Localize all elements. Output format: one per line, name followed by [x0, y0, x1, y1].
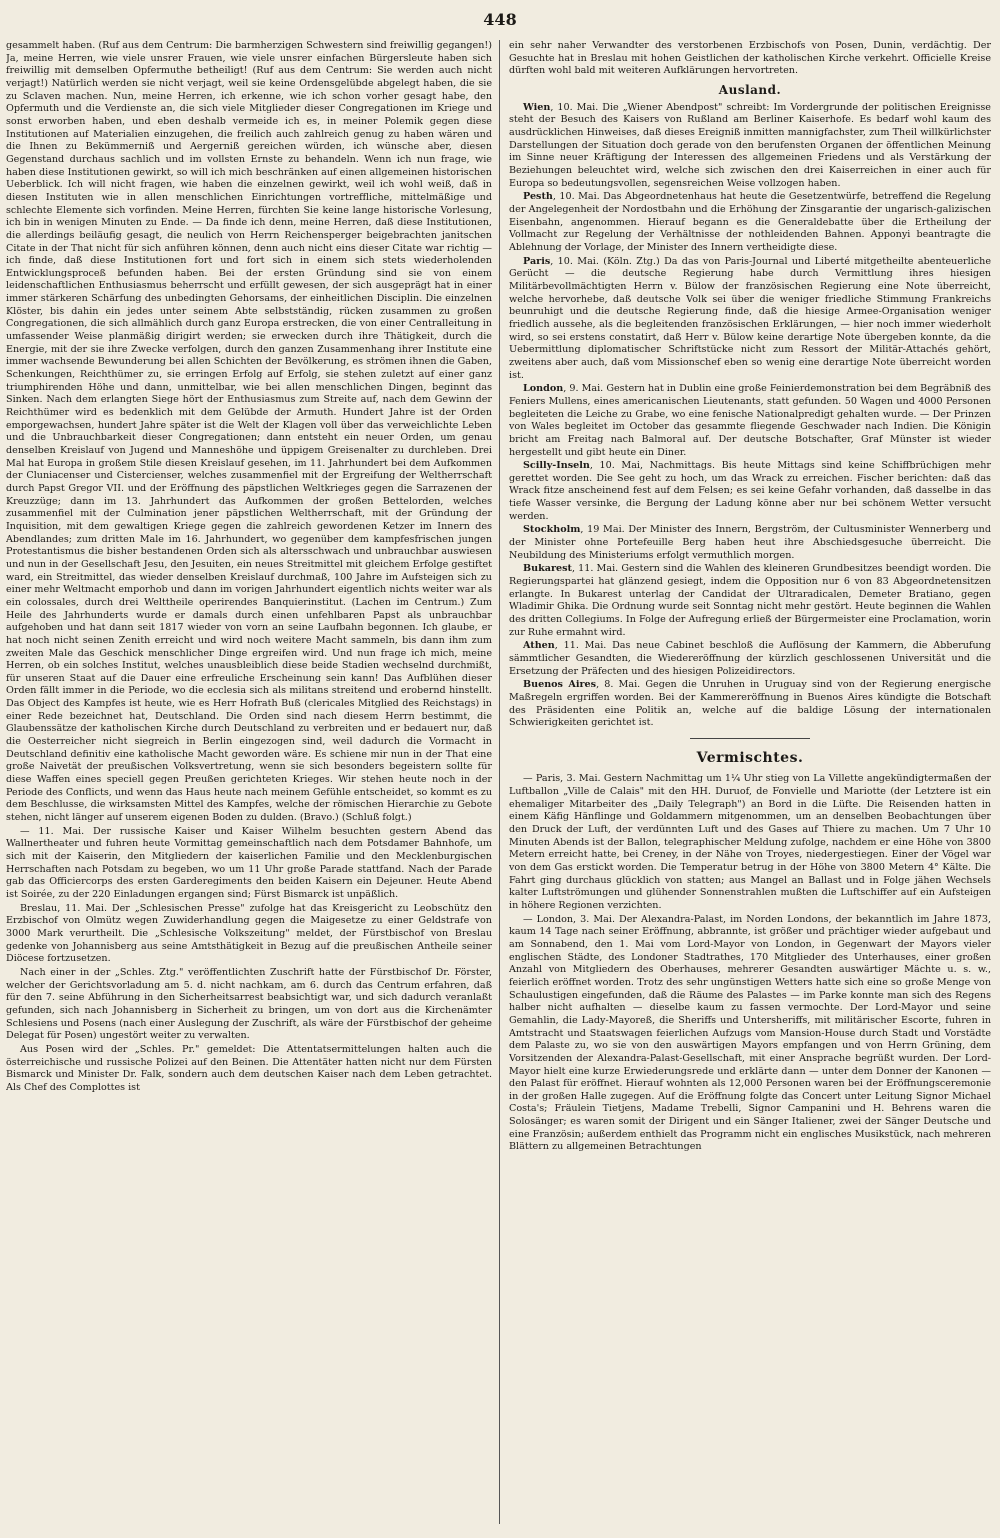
- news-item: [509, 563, 991, 639]
- dateline-place: Buenos Aires: [523, 679, 597, 691]
- dateline-place: Pesth: [523, 191, 553, 203]
- dateline-place: Scilly-Inseln: [523, 460, 590, 472]
- news-item: [509, 191, 991, 254]
- news-text: , 11. Mai. Das neue Cabinet beschloß die Auflösung der Kammern, die Abberufung sämmtlicher Gesandten, die Wiedereröffnung der kürzlich geschlossenen Universität und die Ersetzung der Präfecten und des hiesigen Polizeidirectors.: [509, 640, 991, 677]
- news-text: , 10. Mai. Das Abgeordnetenhaus hat heute die Gesetzentwürfe, betreffend die Regelung der Angelegenheit der Nordostbahn und die Erhöhung der Zinsgarantie der ungarisch-galizischen Eisenbahn, angenommen. Hierauf begann es die Generaldebatte über die Ertheilung der Vollmacht zur Regelung der Verhältnisse der nothleidenden Bahnen. Apponyi beantragte die Ablehnung der Vorlage, der Minister des Innern vertheidigte diese.: [509, 191, 991, 254]
- article-paragraph: ein sehr naher Verwandter des verstorbenen Erzbischofs von Posen, Dunin, verdächtig. Der Gesuchte hat in Breslau mit hohen Geistlichen der katholischen Kirche verkehrt. Officielle Kreise dürften wohl bald mit weiteren Aufklärungen hervortreten.: [509, 40, 991, 77]
- news-text: , 19 Mai. Der Minister des Innern, Bergström, der Cultusminister Wennerberg und der Minister ohne Portefeuille Berg haben heut ihre Abschiedsgesuche überreicht. Die Neubildung des Ministeriums erfolgt vermuthlich morgen.: [509, 524, 991, 561]
- news-item: [509, 256, 991, 383]
- article-paragraph: Breslau, 11. Mai. Der „Schlesischen Presse" zufolge hat das Kreisgericht zu Leobschütz den Erzbischof von Olmütz wegen Zuwiderhandlung gegen die Maigesetze zu einer Geldstrafe von 3000 Mark verurtheilt. Die „Schlesische Volkszeitung" meldet, der Fürstbischof von Breslau gedenke von Johannisberg aus seine Amtsthätigkeit in Bezug auf die preußischen Antheile seiner Diöcese fortzusetzen.: [6, 902, 492, 965]
- dateline-place: Wien: [523, 101, 551, 113]
- section-heading-ausland: Ausland.: [718, 82, 782, 97]
- dateline-place: Bukarest: [523, 563, 572, 575]
- article-paragraph: Nach einer in der „Schles. Ztg." veröffentlichten Zuschrift hatte der Fürstbischof Dr. Förster, welcher der Gerichtsvorladung am 5. d. nicht nachkam, am 6. durch das Centrum erfahren, daß für den 7. seine Abführung in den Sicherheitsarrest beabsichtigt war, und sich dadurch veranlaßt gefunden, sich nach Johannisberg in Sicherheit zu bringen, um von dort aus die Kirchenämter Schlesiens und Posens (nach einer Auslegung der Zuschrift, als wäre der Fürstbischof der geheime Delegat für Posen) ungestört weiter zu verwalten.: [6, 966, 492, 1042]
- dateline-place: Athen: [523, 640, 555, 652]
- dateline-place: Stockholm: [523, 524, 581, 536]
- news-text: , 10. Mai. (Köln. Ztg.) Da das von Paris-Journal und Liberté mitgetheilte abenteuerliche Gerücht — die deutsche Regierung habe durch Vermittlung ihres hiesigen Militärbevollmächtigten Herrn v. Bülow der französischen Regierung eine Note überreicht, welche hervorhebe, daß deutsche Volk sei über die weniger friedliche Stimmung Frankreichs beunruhigt und die deutsche Regierung finde, daß die hiesige Armee-Organisation weniger friedlich aussehe, als die begleitenden französischen Erklärungen, — hier noch immer wiederholt wird, so sei erstens constatirt, daß Herr v. Bülow keine derartige Note übergeben konnte, da die Uebermittlung diplomatischer Schriftstücke nicht zum Ressort der Militär-Attachés gehört, zweitens aber auch, daß vom Missionschef eben so wenig eine derartige Note überreicht worden ist.: [509, 255, 991, 381]
- article-paragraph: Aus Posen wird der „Schles. Pr." gemeldet: Die Attentatsermittelungen halten auch die österreichische und russische Polizei auf den Beinen. Die Attentäter hatten nicht nur dem Fürsten Bismarck und Minister Dr. Falk, sondern auch dem deutschen Kaiser nach dem Leben getrachtet. Als Chef des Complottes ist: [6, 1043, 492, 1093]
- dateline-place: Paris: [523, 255, 551, 267]
- article-paragraph: — Paris, 3. Mai. Gestern Nachmittag um 1¼ Uhr stieg von La Villette angekündigtermaßen der Luftballon „Ville de Calais" mit den HH. Duruof, de Fonvielle und Mariotte (der Letztere ist ein ehemaliger Mitarbeiter des „Daily Telegraph") an Bord in die Lüfte. Die Reisenden hatten in einem Käfig Hänflinge und Goldammern mitgenommen, um an denselben Beobachtungen über den Druck der Luft, der verdünnten Luft und des Gases auf Thiere zu machen. Um 7 Uhr 10 Minuten Abends ist der Ballon, telegraphischer Meldung zufolge, nachdem er eine Höhe von 3800 Metern erreicht hatte, bei Creney, in der Nähe von Troyes, niedergestiegen. Einer der Vögel war von dem Gas erstickt worden. Die Temperatur betrug in der Höhe von 3800 Metern 4° Kälte. Die Fahrt ging durchaus glücklich von statten; aus Mangel an Ballast und in Folge jähen Wechsels kalter Luftströmungen und glühender Sonnenstrahlen mußten die Luftschiffer auf ein Aufsteigen in höhere Regionen verzichten.: [509, 773, 991, 911]
- news-item: [509, 383, 991, 459]
- news-text: , 9. Mai. Gestern hat in Dublin eine große Feinierdemonstration bei dem Begräbniß des Feniers Mullens, eines americanischen Lieutenants, statt gefunden. 50 Wagen und 4000 Personen begleiteten die Leiche zu Grabe, wo eine fenische Nationalpredigt gehalten wurde. — Der Prinzen von Wales begleitet im October das gesammte fliegende Geschwader nach Indien. Die Königin bricht am Freitag nach Balmoral auf. Der deutsche Botschafter, Graf Münster ist wieder hergestellt und gibt heute ein Diner.: [509, 383, 991, 458]
- news-text: , 8. Mai. Gegen die Unruhen in Uruguay sind von der Regierung energische Maßregeln ergriffen worden. Bei der Kammereröffnung in Buenos Aires kündigte die Botschaft des Präsidenten eine Politik an, welche auf die baldige Lösung der internationalen Schwierigkeiten gerichtet ist.: [509, 679, 991, 729]
- news-item: [509, 640, 991, 678]
- article-paragraph: gesammelt haben. (Ruf aus dem Centrum: Die barmherzigen Schwestern sind freiwillig gegangen!) Ja, meine Herren, wie viele unsrer Frauen, wie viele unsrer einfachen Bürgersleute haben sich freiwillig mit demselben Opfermuthe betheiligt! (Ruf aus dem Centrum: Sie werden auch nicht verjagt!) Natürlich werden sie nicht verjagt, weil sie keine Ordensgelübde abgelegt haben, die sie zu Sclaven machen. Nun, meine Herren, ich erkenne, wie ich schon vorher gesagt habe, den Opfermuth und die Verdienste an, die sich viele Mitglieder dieser Congregationen im Kriege und sonst erworben haben, und eben deshalb vermeide ich es, in meiner Polemik gegen diese Institutionen auf Materialien einzugehen, die freilich auch zahlreich genug zu haben wären und die Ihnen zu Bekümmerniß und Aergerniß gereichen würden, ich wünsche aber, diesen Gegenstand durchaus sachlich und im vollsten Ernste zu behandeln. Wenn ich nun frage, wie haben diese Institutionen gewirkt, so will ich mich beschränken auf einen allgemeinen historischen Ueberblick. Ich will nicht fragen, wie haben die einzelnen gewirkt, weil ich wohl weiß, daß in diesen Instituten wie in allen menschlichen Einrichtungen vortreffliche, mittelmäßige und schlechte Elemente sich vorfinden. Meine Herren, fürchten Sie keine lange historische Vorlesung, ich bin in wenigen Minuten zu Ende. — Da finde ich denn, meine Herren, daß diese Institutionen, die allerdings beiläufig gesagt, die neulich von Herrn Reichensperger beigebrachten janitschen Citate in der That nicht für sich anführen können, denn auch nicht eins dieser Citate war richtig — ich finde, daß diese Institutionen fort und fort sich in einem sich stets wiederholenden Entwicklungsproceß befunden haben. Bei der ersten Gründung sind sie von einem leidenschaftlichen Enthusiasmus beherrscht und erfüllt gewesen, der sich ausgeprägt hat in einer immer stärkeren Schärfung des unbedingten Gehorsams, der einheitlichen Disciplin. Die einzelnen Klöster, bis dahin ein jedes unter seinem Abte selbstständig, rücken zusammen zu großen Congregationen, die sich allmählich durch ganz Europa erstrecken, die von einer Centralleitung in umfassender Weise planmäßig dirigirt werden; sie erwecken durch ihre Thätigkeit, durch die Energie, mit der sie ihre Zwecke verfolgen, durch den ganzen Zusammenhang ihrer Institute eine immer wachsende Bewunderung bei allen Schichten der Bevölkerung, es strömen ihnen die Gaben, Schenkungen, Reichthümer zu, sie erringen Erfolg auf Erfolg, sie stehen zuletzt auf einer ganz triumphirenden Höhe und dann, unmittelbar, wie bei allen menschlichen Dingen, beginnt das Sinken. Nach dem erlangten Siege hört der Enthusiasmus zum Streite auf, nach dem Gewinn der Reichthümer wird es bedenklich mit dem Gelübde der Armuth. Hundert Jahre ist der Orden emporgewachsen, hundert Jahre später ist die Welt der Klagen voll über das verweichlichte Leben und die Unbrauchbarkeit dieser Congregationen; dann entsteht ein neuer Orden, um genau denselben Kreislauf von Jugend und Manneshöhe und üppigem Greisenalter zu durchleben. Drei Mal hat Europa in großem Stile diesen Kreislauf gesehen, im 11. Jahrhundert bei dem Aufkommen der Cluniacenser und Cistercienser, welches zusammenfiel mit der Ergreifung der Weltherrschaft durch Papst Gregor VII. und der Eröffnung des päpstlichen Weltkrieges gegen die Sarrazenen der Kreuzzüge; dann im 13. Jahrhundert das Aufkommen der großen Bettelorden, welches zusammenfiel mit der Culmination jener päpstlichen Weltherrschaft, mit der Gründung der Inquisition, mit dem gewaltigen Kriege gegen die zahlreich gewordenen Ketzer im Innern des Abendlandes; zum dritten Male im 16. Jahrhundert, wo gegenüber dem kampfesfrischen jungen Protestantismus die bisher bestandenen Orden sich als altersschwach und unbrauchbar auswiesen und nun in der Gesellschaft Jesu, den Jesuiten, ein neues Streitmittel mit gleichem Erfolge gestiftet ward, ein Streitmittel, das wieder denselben Kreislauf durchmaß, 100 Jahre im Aufsteigen sich zu einer mehr Weltmacht emporhob und dann im vorigen Jahrhundert eigentlich nichts weiter war als ein colossales, durch drei Welttheile operirendes Banquierinstitut. (Lachen im Centrum.) Zum Heile des Jahrhunderts wurde er damals durch einen unfehlbaren Papst als unbrauchbar aufgehoben und hat dann seit 1817 wieder von vorn an seine Laufbahn begonnen. Ich glaube, er hat noch nicht seinen Zenith erreicht und wird noch weitere Macht sammeln, bis dann ihm zum zweiten Male das Geschick menschlicher Dinge ergreifen wird. Und nun frage ich mich, meine Herren, ob ein solches Institut, welches unausbleiblich diese beide Stadien wechselnd durchmißt, für unseren Staat auf die Dauer eine erfreuliche Erscheinung sein kann! Das Aufblühen dieser Orden fällt immer in die Periode, wo die ecclesia sich als militans streitend und erobernd hinstellt. Das Object des Kampfes ist heute, wie es Herr Hofrath Buß (clericales Mitglied des Reichstags) in einer Rede bezeichnet hat, Deutschland. Die Orden sind nach diesem Herrn bestimmt, die Glaubenssätze der katholischen Kirche durch Deutschland zu verbreiten und er bedauert nur, daß die Oesterreicher nicht siegreich in Berlin eingezogen sind, weil dadurch die Vormacht in Deutschland definitiv eine katholische Macht geworden wäre. Es schiene mir nun in der That eine große Naivetät der preußischen Volksvertretung, wenn sie sich besonders begeistern sollte für diese Waffen eines speciell gegen Preußen gerichteten Krieges. Wir stehen heute noch in der Periode des Conflicts, und wenn das Haus heute nach meinem Gefühle entscheidet, so kommt es zu dem Beschlusse, die wirksamsten Mittel des Kampfes, welche der römischen Hierarchie zu Gebote stehen, nicht länger auf unserem eigenen Boden zu dulden. (Bravo.) (Schluß folgt.): [6, 40, 492, 824]
- right-column: [509, 40, 991, 1524]
- left-column: [6, 40, 492, 1524]
- news-item: [509, 679, 991, 730]
- article-paragraph: — London, 3. Mai. Der Alexandra-Palast, im Norden Londons, der bekanntlich im Jahre 1873, kaum 14 Tage nach seiner Eröffnung, abbrannte, ist größer und prächtiger wieder aufgebaut und am Sonnabend, den 1. Mai vom Lord-Mayor von London, in Gegenwart der Mayors vieler englischen Städte, des Londoner Stadtrathes, 170 Mitglieder des Unterhauses, einer großen Anzahl von Mitgliedern des Oberhauses, mehrerer Gesandten auswärtiger Mächte u. s. w., feierlich eröffnet worden. Trotz des sehr ungünstigen Wetters hatte sich eine so große Menge von Schaulustigen eingefunden, daß die Räume des Palastes — im Parke konnte man sich des Regens halber nicht aufhalten — dieselbe kaum zu fassen vermochte. Der Lord-Mayor und seine Gemahlin, die Lady-Mayoreß, die Sheriffs und Untersheriffs, mit militärischer Escorte, fuhren in Amtstracht und Staatswagen feierlichen Aufzugs vom Mansion-House durch Stadt und Vorstädte dem Palaste zu, wo sie von den auswärtigen Mayors empfangen und von Herrn Grüning, dem Vorsitzenden der Alexandra-Palast-Gesellschaft, mit einer Ansprache begrüßt wurden. Der Lord-Mayor hielt eine kurze Erwiederungsrede und erklärte dann — unter dem Donner der Kanonen — den Palast für eröffnet. Hierauf wohnten als 12,000 Personen waren bei der Eröffnungsceremonie in der großen Halle zugegen. Auf die Eröffnung folgte das Concert unter Leitung Signor Michael Costa's; Fräulein Tietjens, Madame Trebelli, Signor Campanini und H. Behrens waren die Solosänger; es waren somit der Dirigent und ein Sänger Italiener, zwei der Sänger Deutsche und eine Französin; außerdem enthielt das Programm nicht ein englisches Musikstück, nach mehreren Blättern zu allgemeinen Betrachtungen: [509, 913, 991, 1153]
- section-heading-vermischtes: Vermischtes.: [696, 749, 804, 766]
- article-paragraph: — 11. Mai. Der russische Kaiser und Kaiser Wilhelm besuchten gestern Abend das Wallnertheater und fuhren heute Vormittag gemeinschaftlich nach dem Potsdamer Bahnhofe, um sich mit der Kaiserin, den Mitgliedern der kaiserlichen Familie und den Mecklenburgischen Herrschaften nach Potsdam zu begeben, wo um 11 Uhr große Parade stattfand. Nach der Parade gab das Officiercorps des ersten Garderegiments den beiden Kaisern ein Dejeuner. Heute Abend ist Soirée, zu der 220 Einladungen ergangen sind; Fürst Bismarck ist unpäßlich.: [6, 825, 492, 900]
- news-item: [509, 102, 991, 191]
- section-separator: [690, 738, 810, 739]
- page-number: 448: [483, 10, 517, 29]
- news-item: [509, 524, 991, 562]
- news-text: , 10. Mai. Die „Wiener Abendpost" schreibt: Im Vordergrunde der politischen Ereignisse steht der Besuch des Kaisers von Rußland am Berliner Kaiserhofe. Es bedarf wohl kaum des ausdrücklichen Hinweises, daß dieses Ereigniß inmitten mannigfachster, zum Theil willkürlichster Darstellungen der Situation doch gerade von den berufensten Organen der öffentlichen Meinung im Sinne neuer Kräftigung der Interessen des allgemeinen Friedens und als Verstärkung der Beziehungen beleuchtet wird, welche sich zwischen den drei Kaiserreichen in einer auch für Europa so bedeutungsvollen, segensreichen Weise vollzogen haben.: [509, 101, 991, 189]
- news-text: , 11. Mai. Gestern sind die Wahlen des kleineren Grundbesitzes beendigt worden. Die Regierungspartei hat glänzend gesiegt, indem die Opposition nur 6 von 83 Abgeordnetensitzen erlangte. In Bukarest unterlag der Candidat der Ultraradicalen, Demeter Bratiano, gegen Wladimir Ghika. Die Ordnung wurde seit Sonntag nicht mehr gestört. Heute beginnen die Wahlen des dritten Collegiums. In Folge der Aufregung erließ der Bürgermeister eine Proclamation, worin zur Ruhe ermahnt wird.: [509, 563, 991, 638]
- news-item: [509, 460, 991, 523]
- news-text: , 10. Mai, Nachmittags. Bis heute Mittags sind keine Schiffbrüchigen mehr gerettet worden. Die See geht zu hoch, um das Wrack zu erreichen. Fischer berichten: daß das Wrack fitze anscheinend fest auf dem Felsen; es sei keine Gefahr vorhanden, daß dasselbe in das tiefe Wasser versinke, die Bergung der Ladung könne aber nur bei schönem Wetter versucht werden.: [509, 460, 991, 522]
- dateline-place: London: [523, 383, 564, 395]
- column-divider: [499, 40, 500, 1524]
